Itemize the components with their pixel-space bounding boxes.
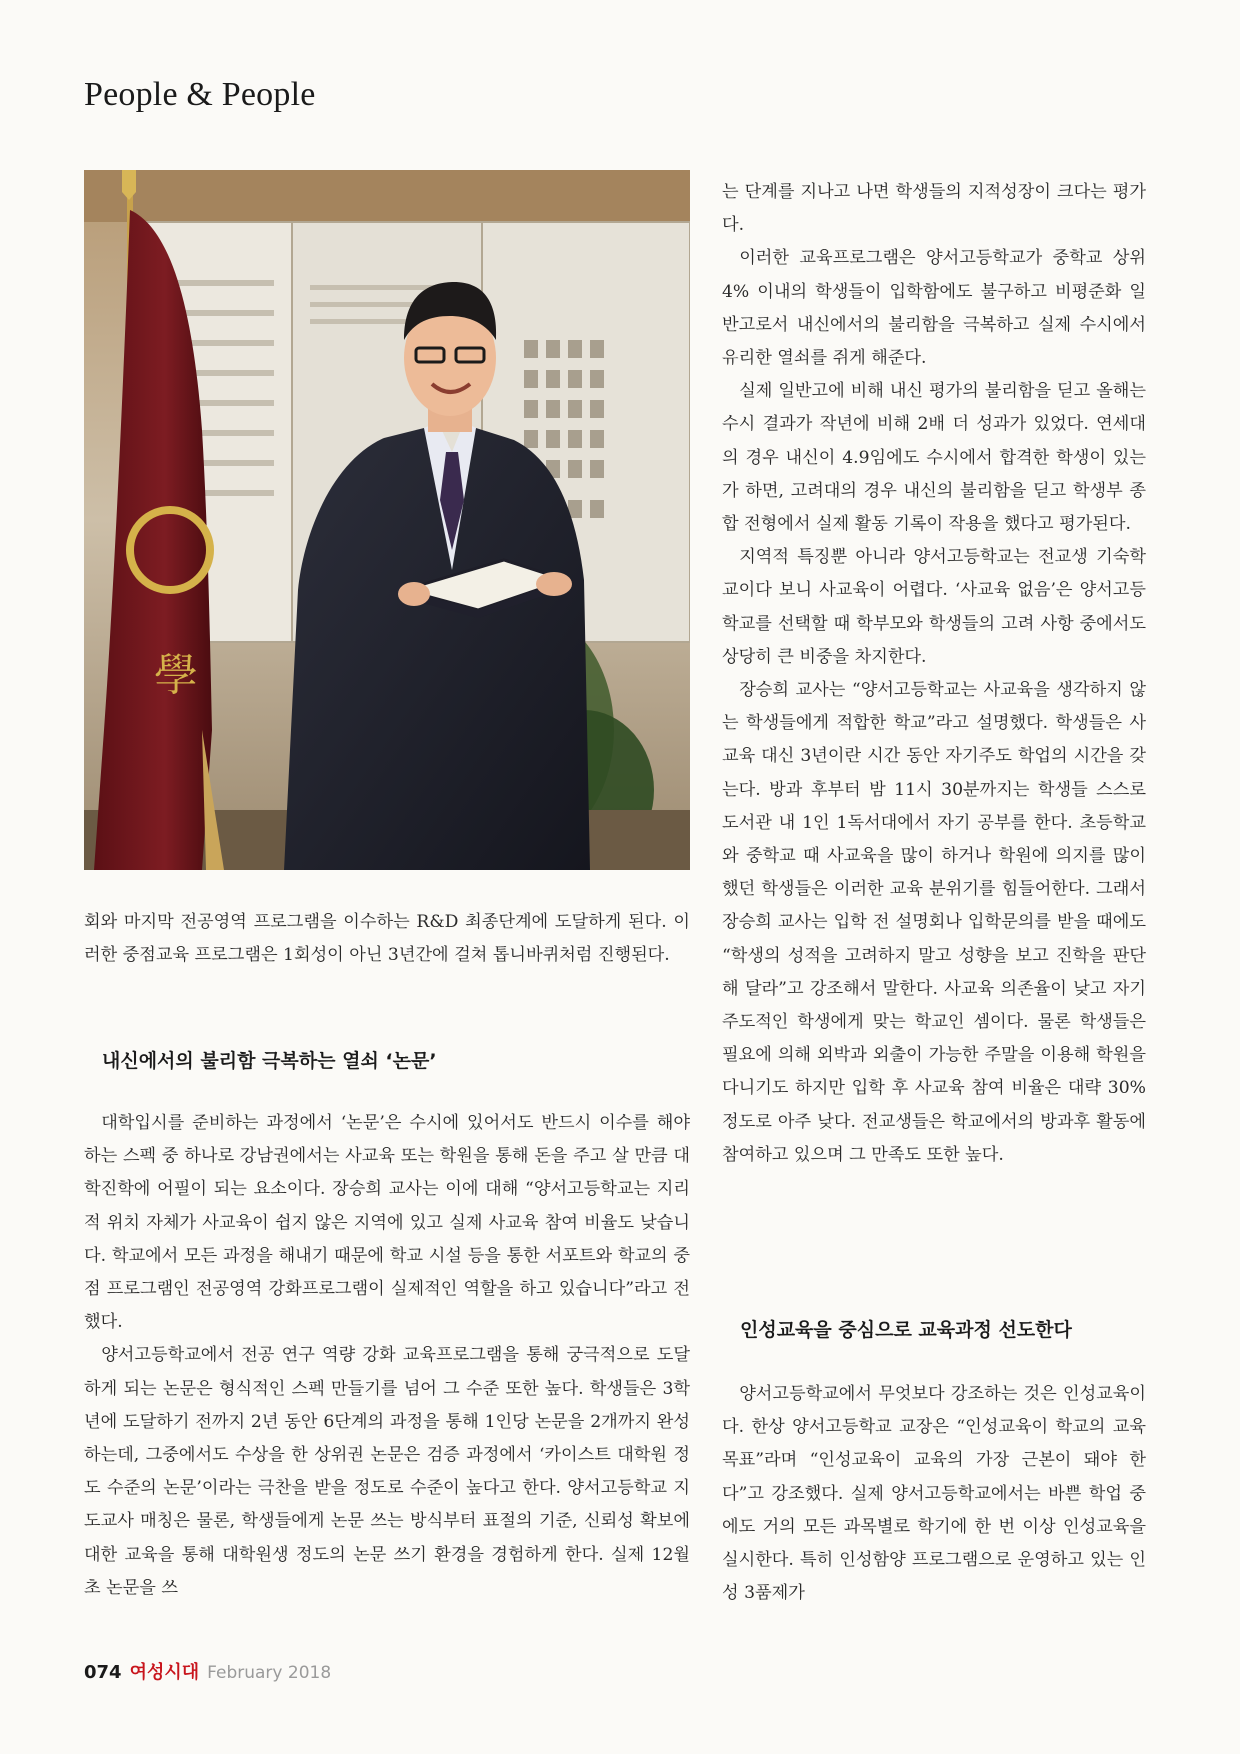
left-column-top — [84, 906, 690, 972]
magazine-name: 여성시대 — [129, 1662, 200, 1683]
paragraph: 장승희 교사는 “양서고등학교는 사교육을 생각하지 않는 학생들에게 적합한 학교”라고 설명했다. 학생들은 사교육 대신 3년이란 시간 동안 자기주도 학업의 시간을 갖는다. 방과 후부터 밤 11시 30분까지는 학생들 스스로 도서관 내 1인 1독서대에서 자기 공부를 한다. 초등학교와 중학교 때 사교육을 많이 하거나 학원에 의지를 많이 했던 학생들은 이러한 교육 분위기를 힘들어한다. 그래서 장승희 교사는 입학 전 설명회나 입학문의를 받을 때에도 “학생의 성적을 고려하지 말고 성향을 보고 진학을 판단해 달라”고 강조해서 말한다. 사교육 의존율이 낮고 자기 주도적인 학생에게 맞는 학교인 셈이다. 물론 학생들은 필요에 의해 외박과 외출이 가능한 주말을 이용해 학원을 다니기도 하지만 입학 후 사교육 참여 비율은 대략 30% 정도로 아주 낮다. 전교생들은 학교에서의 방과후 활동에 참여하고 있으며 그 만족도 또한 높다. — [722, 680, 1146, 1165]
paragraph: 실제 일반고에 비해 내신 평가의 불리함을 딛고 올해는 수시 결과가 작년에 비해 2배 더 성과가 있었다. 연세대의 경우 내신이 4.9임에도 수시에서 합격한 학생이 있는가 하면, 고려대의 경우 내신의 불리함을 딛고 학생부 종합 전형에서 실제 활동 기록이 작용을 했다고 평가된다. — [722, 381, 1146, 535]
subheading-thesis: 내신에서의 불리함 극복하는 열쇠 ‘논문’ — [102, 1050, 437, 1072]
paragraph: 양서고등학교에서 전공 연구 역량 강화 교육프로그램을 통해 궁극적으로 도달하게 되는 논문은 형식적인 스펙 만들기를 넘어 그 수준 또한 높다. 학생들은 3학년에 도달하기 전까지 2년 동안 6단계의 과정을 통해 1인당 논문을 2개까지 완성하는데, 그중에서도 수상을 한 상위권 논문은 검증 과정에서 ‘카이스트 대학원 정도 수준의 논문’이라는 극찬을 받을 정도로 수준이 높다고 한다. 양서고등학교 지도교사 매칭은 물론, 학생들에게 논문 쓰는 방식부터 표절의 기준, 신뢰성 확보에 대한 교육을 통해 대학원생 정도의 논문 쓰기 환경을 경험하게 한다. 실제 12월 초 논문을 쓰 — [84, 1345, 690, 1598]
flag-emblem-text: 學 — [154, 650, 198, 701]
page-number: 074 — [84, 1662, 122, 1683]
subheading-character-education: 인성교육을 중심으로 교육과정 선도한다 — [740, 1319, 1072, 1341]
paragraph: 이러한 교육프로그램은 양서고등학교가 중학교 상위 4% 이내의 학생들이 입학함에도 불구하고 비평준화 일반고로서 내신에서의 불리함을 극복하고 실제 수시에서 유리한 열쇠를 쥐게 해준다. — [722, 248, 1146, 369]
issue-date: February 2018 — [207, 1663, 332, 1683]
page-footer — [84, 1658, 331, 1684]
left-column-bottom — [84, 1107, 690, 1605]
right-column-bottom — [722, 1378, 1146, 1610]
paragraph: 지역적 특징뿐 아니라 양서고등학교는 전교생 기숙학교이다 보니 사교육이 어렵다. ‘사교육 없음’은 양서고등학교를 선택할 때 학부모와 학생들의 고려 사항 중에서도 상당히 큰 비중을 차지한다. — [722, 547, 1146, 667]
principal-photo — [84, 170, 690, 870]
paragraph: 회와 마지막 전공영역 프로그램을 이수하는 R&D 최종단계에 도달하게 된다. 이러한 중점교육 프로그램은 1회성이 아닌 3년간에 걸쳐 톱니바퀴처럼 진행된다. — [84, 912, 690, 966]
right-column-top — [722, 176, 1146, 1172]
section-label: People & People — [84, 76, 316, 113]
paragraph: 대학입시를 준비하는 과정에서 ‘논문’은 수시에 있어서도 반드시 이수를 해야 하는 스펙 중 하나로 강남권에서는 사교육 또는 학원을 통해 돈을 주고 살 만큼 대학진학에 어필이 되는 요소이다. 장승희 교사는 이에 대해 “양서고등학교는 지리적 위치 자체가 사교육이 쉽지 않은 지역에 있고 실제 사교육 참여 비율도 낮습니다. 학교에서 모든 과정을 해내기 때문에 학교 시설 등을 통한 서포트와 학교의 중점 프로그램인 전공영역 강화프로그램이 실제적인 역할을 하고 있습니다”라고 전했다. — [84, 1113, 690, 1333]
paragraph: 는 단계를 지나고 나면 학생들의 지적성장이 크다는 평가다. — [722, 182, 1146, 236]
paragraph: 양서고등학교에서 무엇보다 강조하는 것은 인성교육이다. 한상 양서고등학교 교장은 “인성교육이 학교의 교육목표”라며 “인성교육이 교육의 가장 근본이 돼야 한다”고 강조했다. 실제 양서고등학교에서는 바쁜 학업 중에도 거의 모든 과목별로 학기에 한 번 이상 인성교육을 실시한다. 특히 인성함양 프로그램으로 운영하고 있는 인성 3품제가 — [722, 1384, 1146, 1604]
